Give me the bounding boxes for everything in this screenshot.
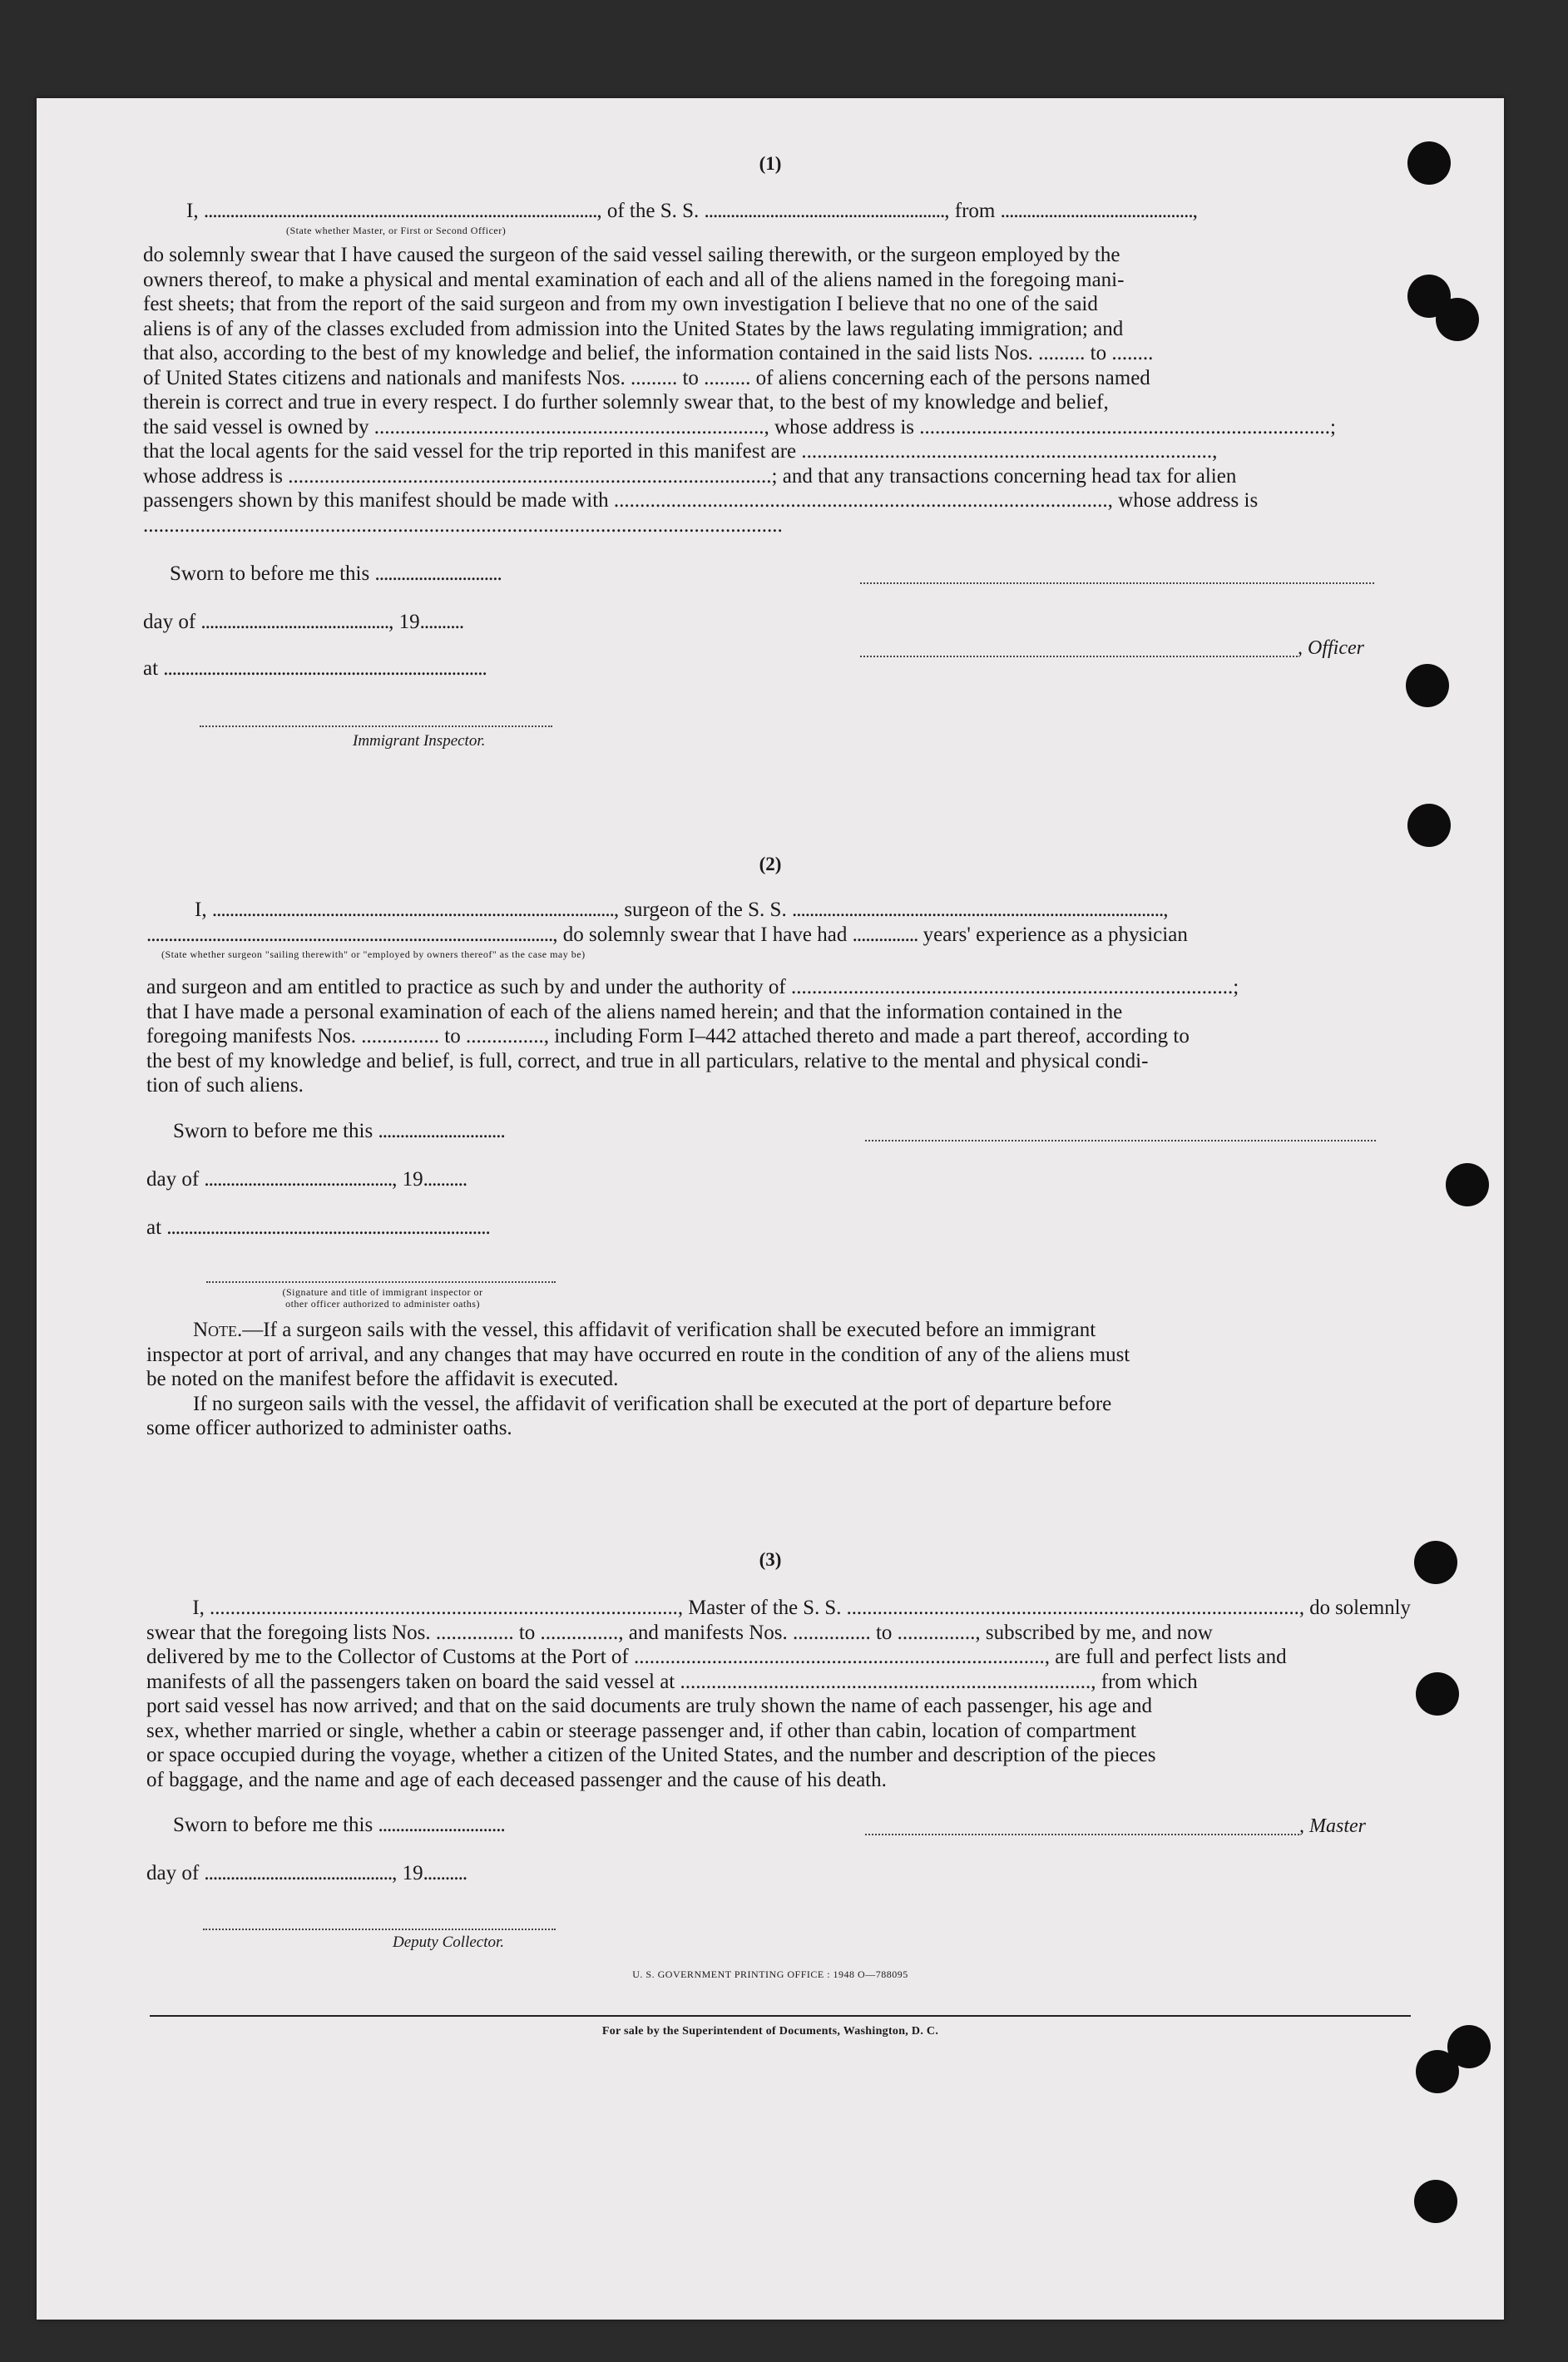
punch-hole bbox=[1406, 664, 1449, 707]
officer-label: , Officer bbox=[1298, 637, 1364, 659]
text: , surgeon of the S. S. bbox=[613, 899, 787, 921]
collector-signature-line[interactable] bbox=[203, 1929, 556, 1930]
body-line: sex, whether married or single, whether a cabin or steerage passenger and, if other than cabin, location of compartment bbox=[146, 1719, 1136, 1742]
section-1-header-line bbox=[186, 200, 1197, 223]
caption-line: other officer authorized to administer oaths) bbox=[285, 1298, 480, 1310]
year-field[interactable]: .......... bbox=[419, 611, 464, 633]
section-1-number: (1) bbox=[759, 153, 782, 174]
at-line bbox=[146, 1216, 490, 1240]
text: I, bbox=[195, 899, 207, 921]
departure-port-field[interactable]: ............................................, bbox=[1000, 200, 1197, 222]
section-2-body bbox=[146, 975, 1411, 1098]
vessel-name-field[interactable]: ....................................................... bbox=[704, 200, 945, 222]
body-line: I, ..........................................................................................., Master of the S. S. ........................................................................................, do solemnly bbox=[192, 1597, 1411, 1619]
note-label: Note. bbox=[193, 1319, 243, 1341]
body-line: tion of such aliens. bbox=[146, 1074, 304, 1097]
officer-title-line[interactable] bbox=[860, 656, 1298, 657]
body-line: fest sheets; that from the report of the said surgeon and from my own investigation I believe that no one of the said bbox=[143, 293, 1098, 315]
punch-hole bbox=[1407, 804, 1451, 847]
text: , 19 bbox=[392, 1168, 423, 1191]
printer-imprint: U. S. GOVERNMENT PRINTING OFFICE : 1948 O—788095 bbox=[632, 1968, 908, 1980]
sworn-date-field[interactable]: ............................. bbox=[374, 562, 502, 585]
body-line: ........................................................................................................................... bbox=[143, 513, 783, 537]
day-line bbox=[146, 1168, 467, 1191]
section-3-number: (3) bbox=[759, 1549, 782, 1570]
text: —If a surgeon sails with the vessel, this affidavit of verification shall be executed before an immigrant bbox=[242, 1319, 1096, 1341]
sworn-line bbox=[173, 1120, 505, 1143]
text: , do solemnly swear that I have had bbox=[552, 924, 848, 946]
body-line: delivered by me to the Collector of Customs at the Port of ..............................................................................., are full and perfect lists and bbox=[146, 1646, 1287, 1668]
body-line: swear that the foregoing lists Nos. ............... to ..............., and manifests Nos. ............... to ..............., subscribed by me, and now bbox=[146, 1621, 1213, 1644]
text: at bbox=[143, 657, 159, 680]
footer-text: For sale by the Superintendent of Documents, Washington, D. C. bbox=[601, 2025, 939, 2038]
body-line: whose address is .............................................................................................; and that any transactions concerning head tax for alien bbox=[143, 464, 1237, 488]
punch-hole bbox=[1416, 2050, 1459, 2093]
body-line: the said vessel is owned by ..........................................................................., whose address is ...............................................................................; bbox=[143, 415, 1336, 438]
sworn-date-field[interactable]: ............................. bbox=[378, 1120, 505, 1142]
body-line: port said vessel has now arrived; and that on the said documents are truly shown the name of each passenger, his age and bbox=[146, 1695, 1153, 1717]
body-line: or space occupied during the voyage, whether a citizen of the United States, and the number and description of the pieces bbox=[146, 1744, 1156, 1766]
caption-line: (Signature and title of immigrant inspector or bbox=[282, 1286, 483, 1298]
text: day of bbox=[143, 611, 196, 633]
form-sheet bbox=[37, 98, 1504, 2320]
sworn-line bbox=[170, 562, 502, 586]
body-line: of baggage, and the name and age of each deceased passenger and the cause of his death. bbox=[146, 1768, 887, 1791]
at-line bbox=[143, 657, 487, 681]
surgeon-name-field[interactable]: ............................................................................................ bbox=[211, 899, 614, 921]
body-line: do solemnly swear that I have caused the surgeon of the said vessel sailing therewith, or the surgeon employed by the bbox=[143, 244, 1120, 266]
text: , from bbox=[944, 200, 996, 222]
text: years' experience as a physician bbox=[922, 924, 1188, 946]
text: at bbox=[146, 1216, 162, 1239]
text: day of bbox=[146, 1168, 200, 1191]
body-line: foregoing manifests Nos. ............... to ..............., including Form I–442 attached thereto and made a part thereof, according to bbox=[146, 1025, 1190, 1047]
body-line: owners thereof, to make a physical and mental examination of each and all of the aliens named in the foregoing mani- bbox=[143, 268, 1125, 291]
day-line bbox=[146, 1862, 467, 1885]
officer-caption: (State whether Master, or First or Second Officer) bbox=[286, 225, 507, 236]
sworn-date-field[interactable]: ............................. bbox=[378, 1814, 505, 1836]
year-field[interactable]: .......... bbox=[423, 1168, 467, 1191]
body-line: of United States citizens and nationals and manifests Nos. ......... to ......... of aliens concerning each of the persons named bbox=[143, 366, 1150, 389]
section-2-number: (2) bbox=[759, 854, 782, 874]
punch-hole bbox=[1446, 1163, 1489, 1206]
text: Sworn to before me this bbox=[173, 1120, 373, 1142]
body-line: and surgeon and am entitled to practice as such by and under the authority of .....................................................................................; bbox=[146, 976, 1239, 998]
place-field[interactable]: .......................................................................... bbox=[163, 657, 487, 680]
text: , 19 bbox=[388, 611, 420, 633]
punch-hole bbox=[1436, 298, 1479, 341]
day-field[interactable]: ........................................... bbox=[204, 1862, 393, 1884]
note-line: some officer authorized to administer oaths. bbox=[146, 1417, 512, 1439]
surgeon-caption: (State whether surgeon "sailing therewith" or "employed by owners thereof" as the case may be) bbox=[161, 948, 586, 960]
note-paragraph bbox=[146, 1318, 1411, 1441]
surgeon-signature-line[interactable] bbox=[865, 1140, 1376, 1141]
body-line: manifests of all the passengers taken on board the said vessel at ..............................................................................., from which bbox=[146, 1670, 1198, 1693]
inspector-signature-line[interactable] bbox=[206, 1281, 556, 1283]
text: , of the S. S. bbox=[596, 200, 700, 222]
officer-name-field[interactable]: .......................................................................................... bbox=[203, 200, 597, 222]
section-2-line-2 bbox=[146, 924, 1188, 947]
body-line: that also, according to the best of my knowledge and belief, the information contained in the said lists Nos. ......... to ........ bbox=[143, 342, 1154, 364]
footer-divider bbox=[150, 2015, 1411, 2017]
text: I, bbox=[186, 200, 199, 222]
text: day of bbox=[146, 1862, 200, 1884]
body-line: that the local agents for the said vessel for the trip reported in this manifest are ..............................................................................., bbox=[143, 440, 1218, 463]
body-line: passengers shown by this manifest should be made with ..............................................................................................., whose address is bbox=[143, 489, 1259, 512]
officer-signature-line[interactable] bbox=[860, 582, 1374, 584]
body-line: aliens is of any of the classes excluded from admission into the United States by the laws regulating immigration; and bbox=[143, 317, 1124, 340]
punch-hole bbox=[1414, 2180, 1457, 2223]
year-field[interactable]: .......... bbox=[423, 1862, 467, 1884]
day-field[interactable]: ........................................... bbox=[200, 611, 389, 633]
note-line: be noted on the manifest before the affidavit is executed. bbox=[146, 1368, 619, 1390]
text: , 19 bbox=[392, 1862, 423, 1884]
text: Sworn to before me this bbox=[173, 1814, 373, 1836]
section-3-body bbox=[146, 1596, 1411, 1792]
inspector-signature-line[interactable] bbox=[200, 725, 552, 727]
day-line bbox=[143, 611, 463, 634]
surgeon-status-field[interactable]: ............................................................................................. bbox=[146, 924, 553, 946]
master-label: , Master bbox=[1299, 1815, 1366, 1837]
years-experience-field[interactable]: ............... bbox=[852, 924, 918, 946]
text: Sworn to before me this bbox=[170, 562, 370, 585]
section-1-body bbox=[143, 243, 1411, 537]
master-signature-line[interactable] bbox=[865, 1834, 1299, 1835]
body-line: that I have made a personal examination of each of the aliens named herein; and that the information contained in the bbox=[146, 1000, 1123, 1023]
inspector-label: Immigrant Inspector. bbox=[353, 732, 486, 750]
vessel-name-field[interactable]: ....................................................................................., bbox=[791, 899, 1168, 921]
punch-hole bbox=[1416, 1672, 1459, 1716]
note-line bbox=[146, 1318, 1411, 1343]
note-line: If no surgeon sails with the vessel, the affidavit of verification shall be executed at the port of departure before bbox=[193, 1392, 1112, 1415]
body-line: the best of my knowledge and belief, is full, correct, and true in all particulars, relative to the mental and physical condi- bbox=[146, 1049, 1149, 1072]
collector-label: Deputy Collector. bbox=[393, 1934, 505, 1951]
section-2-line-1 bbox=[195, 899, 1167, 922]
day-field[interactable]: ........................................... bbox=[204, 1168, 393, 1191]
body-line: therein is correct and true in every respect. I do further solemnly swear that, to the best of my knowledge and belief, bbox=[143, 391, 1109, 413]
place-field[interactable]: .......................................................................... bbox=[166, 1216, 490, 1239]
note-line: inspector at port of arrival, and any changes that may have occurred en route in the condition of any of the aliens must bbox=[146, 1343, 1130, 1366]
sworn-line bbox=[173, 1814, 505, 1837]
signature-caption bbox=[200, 1286, 566, 1310]
